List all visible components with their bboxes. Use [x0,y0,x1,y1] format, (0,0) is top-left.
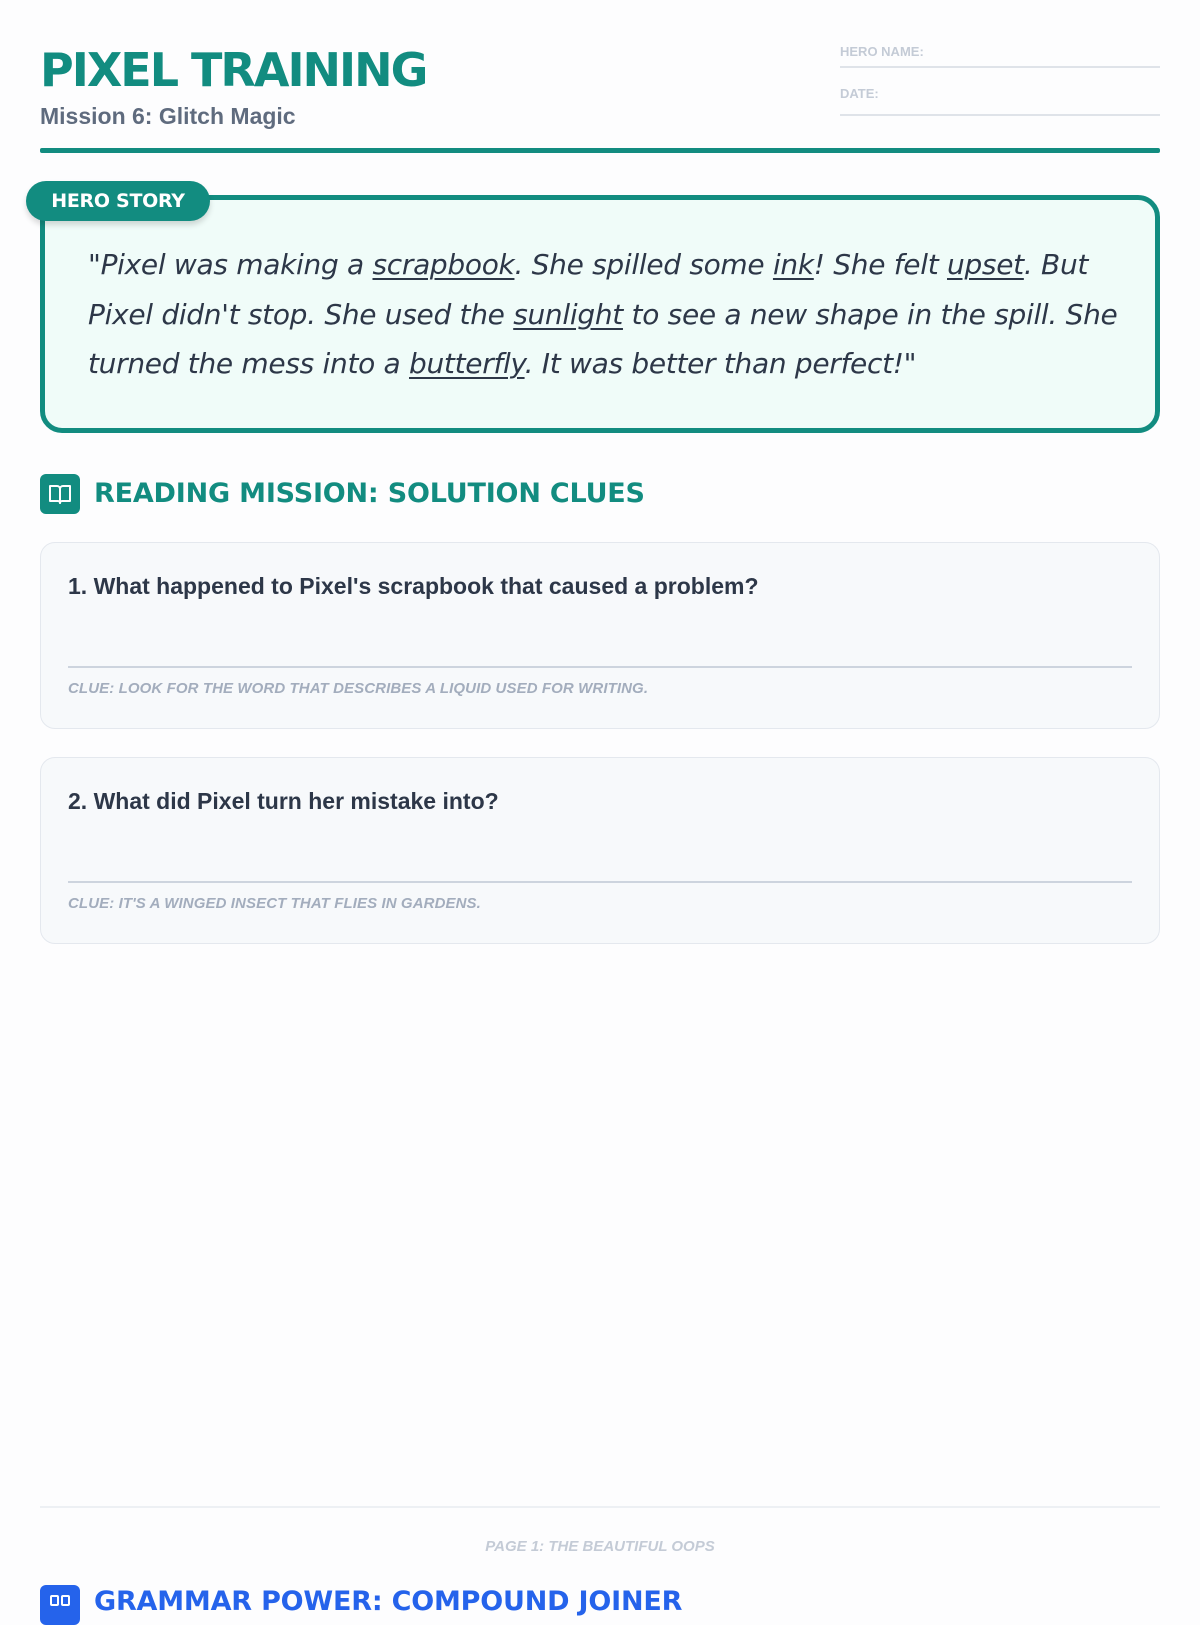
story-text-part: to see a new shape in the spill. She turned the mess into a [88,297,1118,380]
book-icon [40,474,80,514]
story-keyword: upset [947,248,1024,281]
story-keyword: ink [772,248,814,281]
hero-name-field[interactable] [840,44,1160,59]
header-divider [40,148,1160,153]
story-keyword: butterfly [409,347,525,380]
question-clue: CLUE: IT'S A WINGED INSECT THAT FLIES IN GARDENS. [68,895,481,912]
story-keyword: sunlight [513,297,623,331]
page-title: PIXEL TRAINING [40,43,427,97]
grammar-icon [40,1585,80,1625]
story-text [88,240,1128,389]
question-text: 1. What happened to Pixel's scrapbook that caused a problem? [68,573,759,599]
story-text-part: "Pixel was making a [88,248,373,281]
question-card [40,542,1160,729]
story-text-part: . It was better than perfect!" [524,347,917,380]
page-footer: PAGE 1: THE BEAUTIFUL OOPS [485,1538,715,1555]
worksheet-page [40,0,1160,1617]
story-tag: HERO STORY [26,181,210,221]
hero-name-line [840,66,1160,68]
date-field[interactable] [840,86,1160,101]
story-text-part: ! She felt [813,248,947,281]
story-text-part: . She spilled some [514,248,773,281]
question-text: 2. What did Pixel turn her mistake into? [68,788,499,814]
page-subtitle: Mission 6: Glitch Magic [40,103,296,129]
footer-divider [40,1506,1160,1508]
hero-name-label: HERO NAME: [840,44,924,59]
question-clue: CLUE: LOOK FOR THE WORD THAT DESCRIBES A LIQUID USED FOR WRITING. [68,680,649,697]
answer-line[interactable] [68,881,1132,883]
story-text-part: . But Pixel didn't stop. She used the [88,248,1089,331]
question-card [40,757,1160,944]
date-label: DATE: [840,86,879,101]
date-line [840,114,1160,116]
grammar-section-title: GRAMMAR POWER: COMPOUND JOINER [94,1586,683,1617]
answer-line[interactable] [68,666,1132,668]
story-keyword: scrapbook [372,248,515,281]
reading-section-title: READING MISSION: SOLUTION CLUES [94,478,645,509]
